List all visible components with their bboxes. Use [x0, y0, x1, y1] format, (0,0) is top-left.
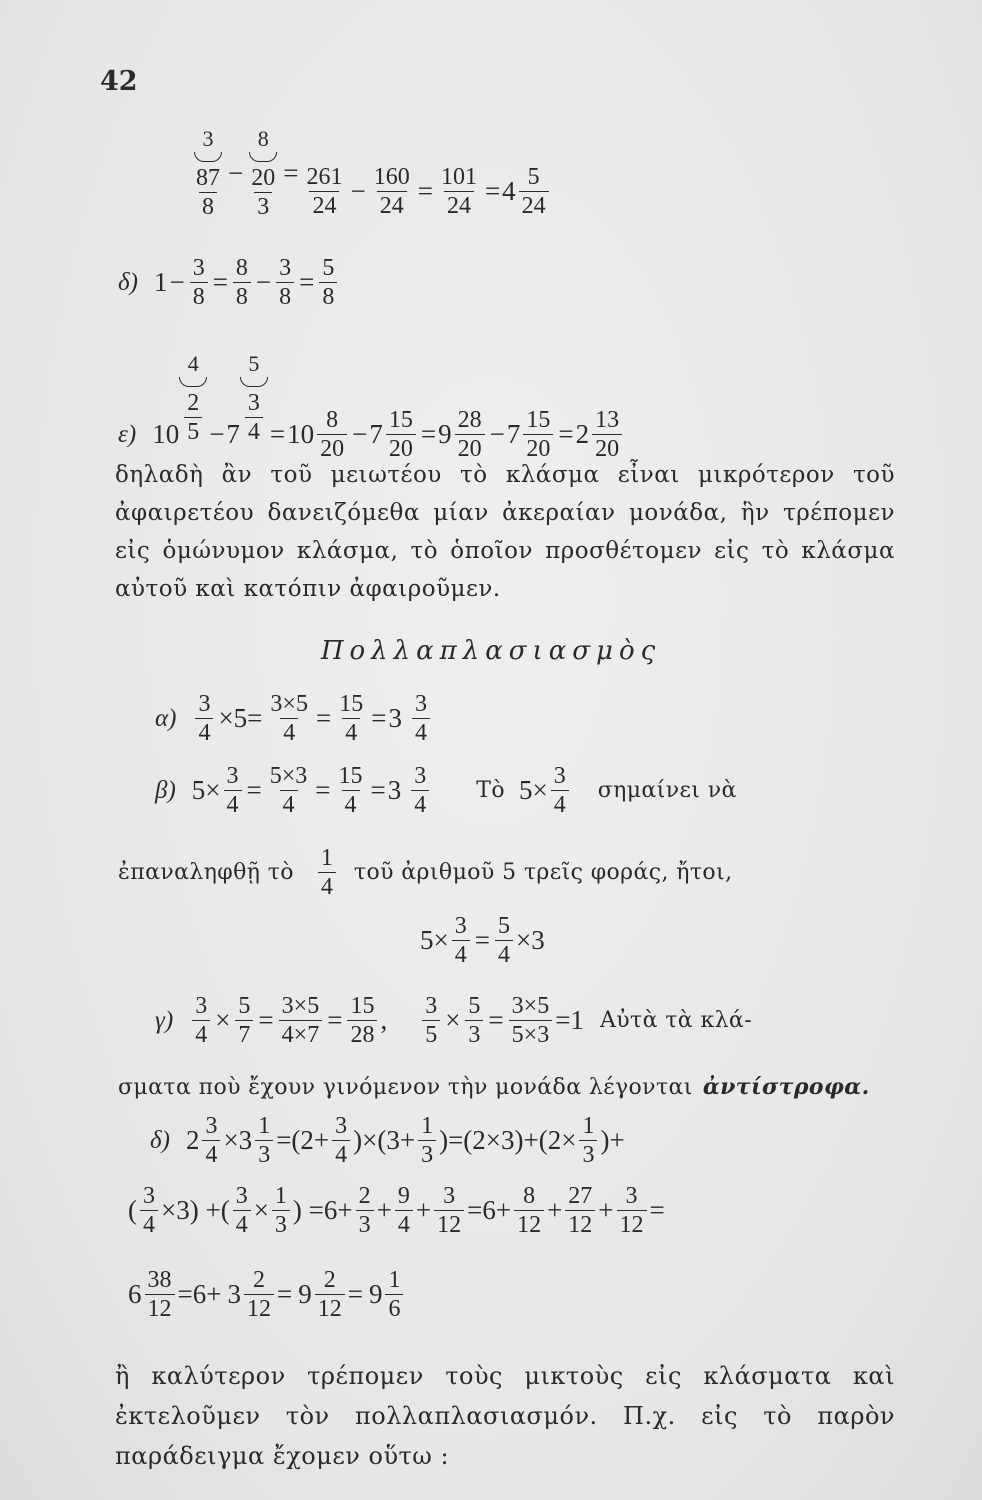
brace-group: 4 2 5: [179, 353, 207, 444]
fraction: $\frac{3}{4}$: [140, 1184, 158, 1237]
fraction: $\frac{3}{4}$: [224, 764, 242, 817]
fraction: 2 5: [184, 391, 202, 444]
inverse-sentence: σματα ποὺ ἔχουν γινόμενον τὴν μονάδα λέγονται ἀντίστροφα.: [118, 1074, 870, 1100]
fraction: $\frac{5}{8}$: [319, 256, 337, 309]
brace-mark: [194, 152, 222, 162]
brace-group: 8 20 3: [245, 128, 281, 219]
fraction: $\frac{3}{4}$: [332, 1114, 350, 1167]
fraction: $\frac{3}{4}$: [233, 1184, 251, 1237]
fraction: $\frac{2}{3}$: [356, 1184, 374, 1237]
fraction: $\frac{3}{8}$: [276, 256, 294, 309]
fraction: $\frac{8}{8}$: [233, 256, 251, 309]
equation-alpha: α) $\frac{3}{4}$ ×5= $\frac{3\times 5}{4}$ = $\frac{15}{4}$ = 3 3 4: [155, 692, 433, 745]
fraction: $\frac{3}{4}$: [195, 692, 213, 745]
fraction: $\frac{15}{28}$: [347, 994, 377, 1047]
fraction: $\frac{3}{5}$: [422, 994, 440, 1047]
fraction: 1 6: [385, 1268, 403, 1321]
item-label: α): [155, 704, 177, 732]
fraction: 3 4: [412, 692, 430, 745]
equation-delta-mixed: δ) 2 $\frac{3}{4}$ ×3 $\frac{1}{3}$ =(2+ $\frac{3}{4}$ )×(3+ $\frac{1}{3}$ )=(2×3)+(2× $\frac{1}{3}$ )+: [150, 1113, 625, 1168]
fraction: 261 24: [306, 163, 343, 219]
fraction: 3 4: [245, 391, 263, 444]
fraction: 8 20: [317, 408, 347, 461]
fraction: $\frac{15}{4}$: [339, 691, 364, 746]
whole-number: 4: [502, 175, 516, 206]
fraction: $\frac{1}{3}$: [579, 1114, 597, 1167]
fraction: $\frac{3}{4}$: [192, 994, 210, 1047]
equation-centered: 5× $\frac{3}{4}$ = $\frac{5}{4}$ ×3: [420, 913, 545, 968]
fraction: $\frac{1}{3}$: [255, 1114, 273, 1167]
fraction: $\frac{3}{12}$: [434, 1184, 464, 1237]
fraction: $\frac{3}{8}$: [190, 256, 208, 309]
fraction: $\frac{3}{4}$: [551, 764, 569, 817]
closing-paragraph: ἢ καλύτερον τρέπομεν τοὺς μικτοὺς εἰς κλάσματα καὶ ἐκτελοῦμεν τὸν πολλαπλασιασμόν. Π.χ. εἰς τὸ παρὸν παράδειγμα ἔχομεν οὕτω :: [115, 1362, 895, 1470]
equation-gamma: γ) $\frac{3}{4}$ × $\frac{5}{7}$ = $\frac{3\times 5}{4\times 7}$ = $\frac{15}{28}$ , $\frac{3}{5}$ × $\frac{5}{3}$ = $\frac{3\times 5}{5\times 3}$ =1 Αὐτὰ τὰ κλά-: [155, 993, 753, 1048]
page-number: 42: [100, 66, 138, 97]
equation-continuation-1: ( $\frac{3}{4}$ ×3) +( $\frac{3}{4}$ × $\frac{1}{3}$ ) =6+ $\frac{2}{3}$ + $\frac{9}{4}$ + $\frac{3}{12}$ =6+ $\frac{8}{12}$ + $\frac{27}{12}$ + $\frac{3}{12}$ =: [128, 1183, 665, 1238]
fraction: $\frac{3}{4}$: [452, 914, 470, 967]
fraction: $\frac{15}{4}$: [338, 763, 363, 818]
fraction: $\frac{38}{12}$: [145, 1268, 175, 1321]
fraction: $\frac{1}{3}$: [418, 1114, 436, 1167]
fraction: $\frac{3\times 5}{5\times 3}$: [509, 994, 553, 1047]
fraction: 20 3: [251, 165, 276, 220]
brace-group: 5 3 4: [240, 353, 268, 444]
fraction: 28 20: [455, 408, 485, 461]
fraction: 13 20: [592, 408, 622, 461]
fraction: $\frac{3}{4}$: [202, 1114, 220, 1167]
equation-continuation-2: 6 $\frac{38}{12}$ =6+ 3 $\frac{2}{12}$ = 9 $\frac{2}{12}$ = 9 1 6: [128, 1268, 406, 1321]
fraction: $\frac{5}{4}$: [495, 914, 513, 967]
brace-mark: [249, 152, 277, 162]
item-label: γ): [155, 1006, 174, 1034]
fraction: $\frac{5}{7}$: [235, 994, 253, 1047]
item-label: δ): [150, 1126, 170, 1154]
fraction: $\frac{3}{12}$: [617, 1184, 647, 1237]
fraction: $\frac{3\times 5}{4\times 7}$: [279, 994, 323, 1047]
equation-subtraction-top: 3 87 8 − 8 20 3 = 261 24 − $\frac{160}{24}$ = $\frac{101}{24}$ = 4 5 24: [190, 128, 552, 219]
fraction: $\frac{101}{24}$: [440, 163, 477, 219]
item-label: δ): [118, 268, 138, 296]
repeat-sentence: ἐπαναληφθῇ τὸ 1 4 τοῦ ἀριθμοῦ 5 τρεῖς φοράς, ἤτοι,: [118, 845, 733, 900]
equation-delta: δ) 1 − $\frac{3}{8}$ = $\frac{8}{8}$ − $\frac{3}{8}$ = $\frac{5}{8}$: [118, 256, 340, 309]
fraction: $\frac{2}{12}$: [244, 1268, 274, 1321]
fraction: 87 8: [196, 165, 220, 220]
equation-epsilon: ε) 10 4 2 5 − 7 5 3 4 = 10 8 20 − 7 $\frac{15}{20}$ = 9 28 20 − 7 $\frac{15}{20}$ = 2 13 20: [118, 336, 625, 461]
item-label: β): [155, 776, 176, 804]
brace-mark: [179, 377, 207, 387]
equation-beta: β) 5× $\frac{3}{4}$ = $\frac{5\times 3}{4}$ = $\frac{15}{4}$ = 3 3 4 Τὸ 5× $\frac{3}{4}$ σημαίνει νὰ: [155, 763, 737, 818]
fraction: $\frac{9}{4}$: [395, 1184, 413, 1237]
fraction: $\frac{15}{20}$: [386, 408, 416, 461]
section-heading: Πολλαπλασιασμὸς: [320, 636, 662, 666]
item-label: ε): [118, 420, 137, 448]
explanation-paragraph: δηλαδὴ ἂν τοῦ μειωτέου τὸ κλάσμα εἶναι μικρότερον τοῦ ἀφαιρετέου δανειζόμεθα μίαν ἀκεραίαν μονάδα, ἣν τρέπομεν εἰς ὁμώνυμον κλάσμα, τὸ ὁποῖον προσθέτομεν εἰς τὸ κλάσμα αὐτοῦ καὶ κατόπιν ἀφαιροῦμεν.: [115, 462, 895, 602]
fraction: $\frac{3\times 5}{4}$: [270, 691, 308, 746]
fraction: $\frac{27}{12}$: [565, 1184, 595, 1237]
fraction: $\frac{5}{3}$: [465, 994, 483, 1047]
brace-mark: [240, 377, 268, 387]
fraction: $\frac{8}{12}$: [514, 1184, 544, 1237]
fraction: 5 24: [519, 165, 549, 218]
fraction: $\frac{5\times 3}{4}$: [269, 763, 308, 818]
fraction: $\frac{160}{24}$: [373, 163, 410, 219]
brace-group: 3 87 8: [190, 128, 226, 219]
fraction: $\frac{1}{3}$: [272, 1184, 290, 1237]
fraction: $\frac{2}{12}$: [315, 1268, 345, 1321]
fraction: 1 4: [318, 846, 336, 899]
fraction: 3 4: [411, 764, 429, 817]
fraction: $\frac{15}{20}$: [523, 408, 553, 461]
